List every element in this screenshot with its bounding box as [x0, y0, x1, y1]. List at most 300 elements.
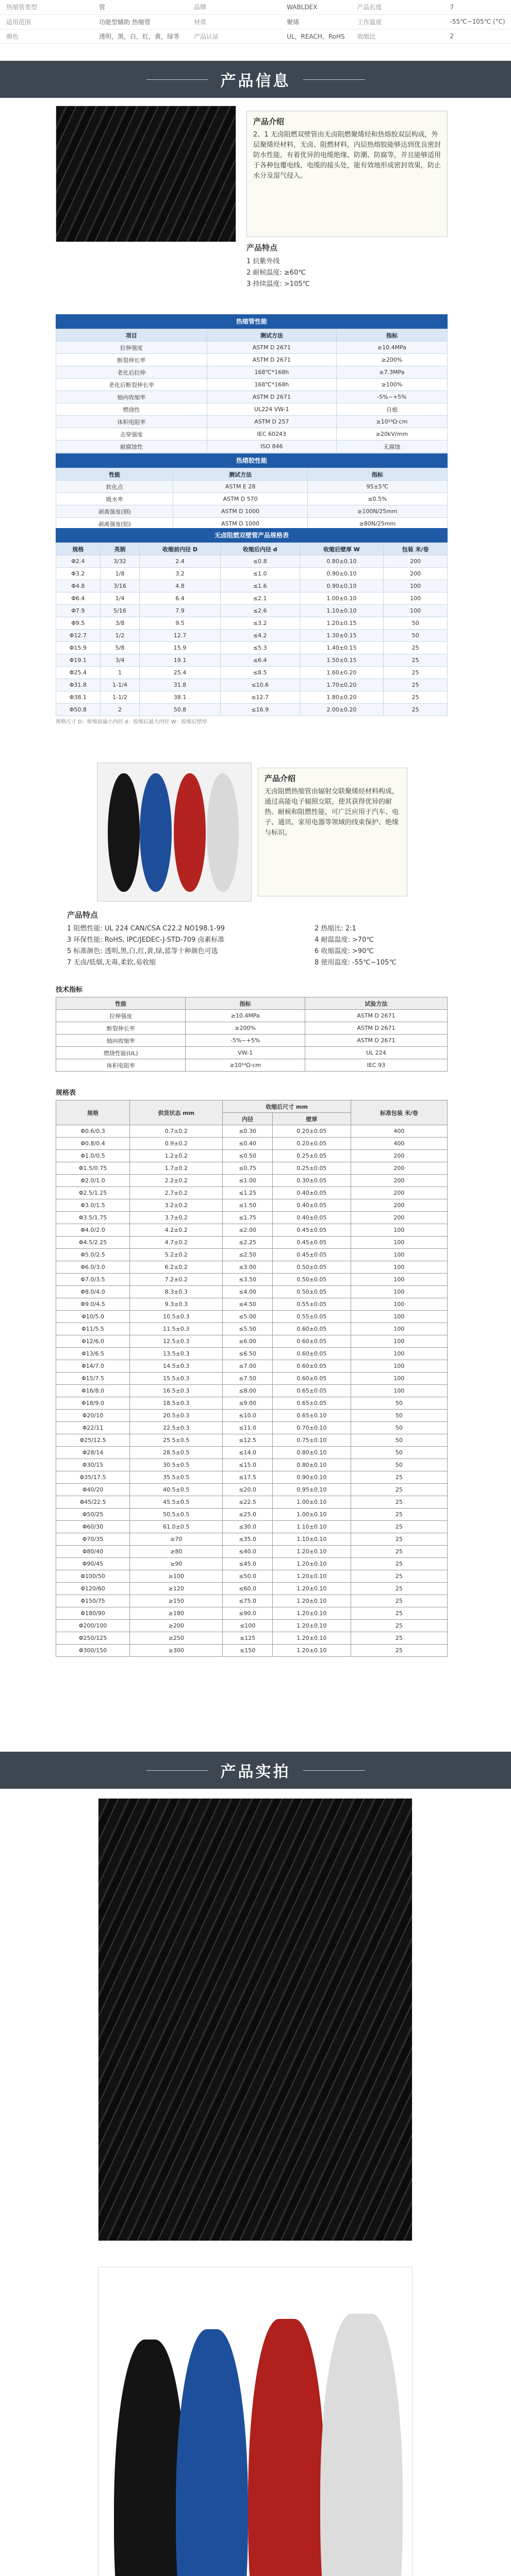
column-subheader: 壁厚: [272, 1113, 351, 1125]
table-cell: 200: [351, 1199, 447, 1212]
table-row: [56, 1422, 448, 1434]
table-cell: 100: [384, 592, 448, 605]
table-cell: ASTM D 1000: [173, 518, 308, 530]
table-grid: [56, 468, 448, 530]
table-cell: ≤11.0: [223, 1422, 273, 1434]
table-cell: Φ100/50: [56, 1570, 130, 1583]
table-cell: Φ250/125: [56, 1632, 130, 1645]
table-cell: 31.8: [140, 679, 220, 691]
table-row: [56, 391, 448, 403]
table-cell: ≤50.0: [223, 1570, 273, 1583]
section-divider: [146, 79, 208, 80]
table-row: [56, 580, 448, 592]
table-cell: ≤5.3: [220, 642, 300, 654]
table-cell: Φ60/30: [56, 1521, 130, 1533]
table-row: [56, 1558, 448, 1570]
table-cell: 61.0±0.5: [130, 1521, 223, 1533]
column-header: 性能: [56, 468, 173, 481]
table-cell: ≤35.0: [223, 1533, 273, 1546]
feature-item: 3 持续温度: >105℃: [246, 280, 310, 288]
column-header: 项目: [56, 329, 207, 342]
attribute-value: 聚烯: [281, 14, 351, 29]
table-cell: 50: [351, 1447, 447, 1459]
table-cell: 0.25±0.05: [272, 1162, 351, 1175]
table-row: [56, 1298, 448, 1311]
table-row: [56, 1607, 448, 1620]
attribute-value: -55℃~105℃ (°C): [444, 14, 511, 29]
table-cell: 0.80±0.10: [300, 555, 384, 568]
table-cell: 1.2±0.2: [130, 1150, 223, 1162]
table-cell: ≤12.5: [223, 1434, 273, 1447]
table-row: [56, 1199, 448, 1212]
table-cell: 25: [351, 1583, 447, 1595]
table-cell: Φ90/45: [56, 1558, 130, 1570]
table-cell: ≤20.0: [223, 1484, 273, 1496]
size-spec-table: [56, 1087, 448, 1657]
table-row: [56, 1022, 448, 1035]
table-cell: 100: [351, 1274, 447, 1286]
table-cell: 45.5±0.5: [130, 1496, 223, 1509]
table-header-row: [56, 997, 448, 1010]
table-cell: 25: [384, 667, 448, 679]
table-caption: 热缩管性能: [56, 314, 448, 329]
table-cell: 拉伸强度: [56, 1010, 186, 1022]
table-cell: ≤3.50: [223, 1274, 273, 1286]
section-title: 产品实拍: [220, 1763, 291, 1781]
column-header: 包装 米/卷: [384, 543, 448, 555]
table-cell: 100: [351, 1249, 447, 1261]
table-cell: 1.20±0.15: [300, 617, 384, 630]
section-header-product-info: [0, 61, 511, 98]
table-cell: 1/8: [100, 568, 140, 580]
table-cell: Φ11/5.5: [56, 1323, 130, 1335]
table-cell: Φ4.5/2.25: [56, 1236, 130, 1249]
clear-roll: [207, 773, 239, 892]
table-cell: 25: [351, 1607, 447, 1620]
table-cell: ≥100: [130, 1570, 223, 1583]
table-cell: Φ3.5/1.75: [56, 1212, 130, 1224]
table-row: [56, 1150, 448, 1162]
table-cell: 2.00±0.20: [300, 704, 384, 716]
red-roll: [248, 2319, 325, 2576]
table-row: [56, 342, 448, 354]
table-cell: 100: [384, 605, 448, 617]
table-row: [56, 1645, 448, 1657]
attribute-row: [0, 14, 511, 29]
table-cell: 0.60±0.05: [272, 1348, 351, 1360]
table-cell: 6.2±0.2: [130, 1261, 223, 1274]
table-cell: 100: [351, 1348, 447, 1360]
real-photo-black-tubes: [98, 1798, 413, 2241]
table-cell: 200: [351, 1175, 447, 1187]
feature-item: 6 收缩温度: >90℃: [315, 947, 374, 955]
feature-item: 8 使用温度: -55℃~105℃: [315, 959, 397, 967]
table-cell: ≤1.00: [223, 1175, 273, 1187]
table-cell: 100: [351, 1286, 447, 1298]
table-grid: [56, 1100, 448, 1657]
table-cell: ≤60.0: [223, 1583, 273, 1595]
table-cell: 3.7±0.2: [130, 1212, 223, 1224]
table-header-row: [56, 1100, 448, 1113]
table-cell: Φ10/5.0: [56, 1311, 130, 1323]
table-row: [56, 1125, 448, 1138]
table-cell: 1.00±0.10: [300, 592, 384, 605]
table-cell: 15.5±0.3: [130, 1372, 223, 1385]
feature-item: 4 耐温温度: >70℃: [315, 936, 374, 944]
table-cell: ≤14.0: [223, 1447, 273, 1459]
table-cell: ≥180: [130, 1607, 223, 1620]
table-header-row: [56, 543, 448, 555]
table-cell: Φ28/14: [56, 1447, 130, 1459]
table-cell: Φ12/6.0: [56, 1335, 130, 1348]
table-cell: 50.8: [140, 704, 220, 716]
table-cell: 体积电阻率: [56, 1059, 186, 1072]
table-cell: ASTM D 1000: [173, 505, 308, 518]
table-cell: 18.5±0.3: [130, 1397, 223, 1410]
table-header-row: [56, 468, 448, 481]
table-cell: ≤1.25: [223, 1187, 273, 1199]
table-row: [56, 555, 448, 568]
table-cell: 0.50±0.05: [272, 1274, 351, 1286]
table-cell: Φ7.9: [56, 605, 101, 617]
table-row: [56, 403, 448, 416]
table-cell: 200: [351, 1187, 447, 1199]
table-cell: ≤3.2: [220, 617, 300, 630]
table-cell: ≤25.0: [223, 1509, 273, 1521]
table-cell: ≥10¹⁴Ω·cm: [186, 1059, 305, 1072]
column-header: 标准包装 米/卷: [351, 1100, 447, 1125]
table-cell: 25: [351, 1496, 447, 1509]
table-row: [56, 505, 448, 518]
feature-block: [246, 242, 448, 290]
table-cell: ≥10.4MPa: [336, 342, 447, 354]
table-cell: 50: [351, 1410, 447, 1422]
table-cell: Φ70/35: [56, 1533, 130, 1546]
attribute-value: 管: [93, 0, 188, 14]
table-cell: ≥120: [130, 1583, 223, 1595]
attribute-value: 2: [444, 29, 511, 43]
table-cell: 50: [351, 1434, 447, 1447]
table-cell: 1.20±0.10: [272, 1620, 351, 1632]
table-cell: ≥7.3MPa: [336, 366, 447, 379]
table-cell: ≥70: [130, 1533, 223, 1546]
table-cell: 50: [351, 1397, 447, 1410]
intro-heading: 产品介绍: [265, 774, 296, 783]
table-cell: 剥离强度(钢): [56, 505, 173, 518]
table-cell: ≤10.6: [220, 679, 300, 691]
table-cell: 1.20±0.10: [272, 1583, 351, 1595]
attribute-key: 品牌: [188, 0, 281, 14]
table-cell: Φ50.8: [56, 704, 101, 716]
table-row: [56, 379, 448, 391]
table-cell: 2.7±0.2: [130, 1187, 223, 1199]
tech-spec-table: [56, 984, 448, 1072]
table-cell: ≤4.00: [223, 1286, 273, 1298]
table-cell: 0.65±0.05: [272, 1397, 351, 1410]
red-roll: [174, 773, 206, 892]
column-header: 规格: [56, 543, 101, 555]
column-header: 收缩后壁厚 W: [300, 543, 384, 555]
product-photo-black-tubes: [56, 106, 236, 242]
table-cell: ASTM D 257: [207, 416, 336, 428]
table-cell: 25: [351, 1533, 447, 1546]
column-header: 收缩后内径 d: [220, 543, 300, 555]
table-cell: 12.7: [140, 630, 220, 642]
intro-box: [258, 768, 407, 896]
column-header: 规格: [56, 1100, 130, 1125]
table-cell: Φ15/7.5: [56, 1372, 130, 1385]
table-cell: 95±5℃: [307, 481, 447, 493]
table-cell: Φ14/7.0: [56, 1360, 130, 1372]
table-cell: Φ80/40: [56, 1546, 130, 1558]
blue-roll: [140, 773, 172, 892]
table-row: [56, 605, 448, 617]
table-cell: ≥100%: [336, 379, 447, 391]
intro-heading: 产品介绍: [253, 117, 285, 126]
table-cell: ≥200%: [186, 1022, 305, 1035]
table-row: [56, 1471, 448, 1484]
table-cell: 400: [351, 1125, 447, 1138]
table-cell: 1.20±0.10: [272, 1632, 351, 1645]
table-cell: ≥80: [130, 1546, 223, 1558]
table-row: [56, 493, 448, 505]
table-row: [56, 1175, 448, 1187]
table-cell: Φ1.5/0.75: [56, 1162, 130, 1175]
table-cell: Φ1.0/0.5: [56, 1150, 130, 1162]
table-cell: 1: [100, 667, 140, 679]
table-cell: 0.45±0.05: [272, 1224, 351, 1236]
table-cell: Φ0.8/0.4: [56, 1138, 130, 1150]
table-cell: ≥250: [130, 1632, 223, 1645]
table-cell: 剥离强度(铝): [56, 518, 173, 530]
attribute-value: 7: [444, 0, 511, 14]
table-row: [56, 1459, 448, 1471]
table-cell: 1-1/4: [100, 679, 140, 691]
column-header: 性能: [56, 997, 186, 1010]
table-cell: 0.65±0.10: [272, 1410, 351, 1422]
table-cell: ≤12.7: [220, 691, 300, 704]
table-row: [56, 1323, 448, 1335]
table-caption: 热熔胶性能: [56, 453, 448, 468]
column-header: 指标: [307, 468, 447, 481]
table-cell: Φ18/9.0: [56, 1397, 130, 1410]
attribute-table: [0, 0, 511, 58]
table-row: [56, 428, 448, 440]
table-row: [56, 1261, 448, 1274]
table-cell: 40.5±0.5: [130, 1484, 223, 1496]
table-cell: 25: [351, 1509, 447, 1521]
feature-item: 3 环保性能: RoHS, IPC/JEDEC-J-STD-709 卤素标准: [67, 936, 225, 944]
table-cell: 拉伸强度: [56, 342, 207, 354]
table-cell: IEC 60243: [207, 428, 336, 440]
table-cell: 50: [384, 630, 448, 642]
table-cell: ≥10.4MPa: [186, 1010, 305, 1022]
table-cell: ≤2.6: [220, 605, 300, 617]
table-cell: ≤6.00: [223, 1335, 273, 1348]
feature-heading: 产品特点: [67, 910, 98, 920]
table-cell: ≤30.0: [223, 1521, 273, 1533]
table-cell: 0.20±0.05: [272, 1125, 351, 1138]
table-cell: 0.80±0.10: [272, 1447, 351, 1459]
table-cell: 0.90±0.10: [300, 580, 384, 592]
black-roll: [108, 773, 140, 892]
table-cell: ASTM D 2671: [207, 391, 336, 403]
table-cell: Φ6.4: [56, 592, 101, 605]
clear-roll: [320, 2314, 403, 2576]
table-cell: 25: [351, 1546, 447, 1558]
table-cell: 燃烧性: [56, 403, 207, 416]
table-row: [56, 1047, 448, 1059]
table-row: [56, 1496, 448, 1509]
feature-block-2: [67, 909, 443, 969]
table-cell: Φ35/17.5: [56, 1471, 130, 1484]
table-row: [56, 667, 448, 679]
table-cell: ≤1.0: [220, 568, 300, 580]
table-cell: Φ45/22.5: [56, 1496, 130, 1509]
table-cell: 1.80±0.20: [300, 691, 384, 704]
table-cell: ≤0.8: [220, 555, 300, 568]
section-divider: [303, 1770, 365, 1771]
product-photo-color-rolls: [97, 762, 252, 902]
table-cell: 4.7±0.2: [130, 1236, 223, 1249]
table-row: [56, 366, 448, 379]
table-cell: ≥200%: [336, 354, 447, 366]
table-cell: Φ38.1: [56, 691, 101, 704]
feature-list-left: [67, 923, 315, 969]
table-cell: ≤10.0: [223, 1410, 273, 1422]
feature-item: 7 无卤/低烟,无毒,柔软,易收缩: [67, 959, 156, 967]
table-cell: 1.7±0.2: [130, 1162, 223, 1175]
table-row: [56, 1162, 448, 1175]
table-cell: 0.40±0.05: [272, 1199, 351, 1212]
table-cell: Φ2.0/1.0: [56, 1175, 130, 1187]
table-cell: ASTM D 2671: [305, 1035, 447, 1047]
table-header-row: [56, 329, 448, 342]
table-cell: Φ31.8: [56, 679, 101, 691]
table-cell: ≤22.5: [223, 1496, 273, 1509]
table-row: [56, 1236, 448, 1249]
table-cell: 100: [351, 1261, 447, 1274]
table-cell: 35.5±0.5: [130, 1471, 223, 1484]
table-cell: ≤2.1: [220, 592, 300, 605]
table-cell: ≤0.40: [223, 1138, 273, 1150]
table-cell: 50: [351, 1459, 447, 1471]
table-cell: ≥80N/25mm: [307, 518, 447, 530]
table-row: [56, 1546, 448, 1558]
table-row: [56, 1360, 448, 1372]
table-cell: Φ15.9: [56, 642, 101, 654]
table-cell: 4.2±0.2: [130, 1224, 223, 1236]
table-row: [56, 1187, 448, 1199]
table-title: 技术指标: [56, 986, 83, 994]
table-cell: 38.1: [140, 691, 220, 704]
table-grid: [56, 329, 448, 453]
table-cell: ASTM D 2671: [207, 354, 336, 366]
table-cell: 50.5±0.5: [130, 1509, 223, 1521]
table-cell: 15.9: [140, 642, 220, 654]
attribute-key: 产品长度: [351, 0, 444, 14]
table-cell: 25: [384, 642, 448, 654]
table-cell: 0.40±0.05: [272, 1187, 351, 1199]
column-header: 试验方法: [305, 997, 447, 1010]
feature-item: 5 标准颜色: 透明,黑,白,红,黄,绿,蓝等十种颜色可选: [67, 947, 218, 955]
table-row: [56, 1249, 448, 1261]
table-cell: 25: [351, 1645, 447, 1657]
table-cell: 老化后断裂伸长率: [56, 379, 207, 391]
table-cell: ASTM D 2671: [305, 1010, 447, 1022]
table-cell: 0.90±0.10: [300, 568, 384, 580]
table-cell: ≤5.50: [223, 1323, 273, 1335]
attribute-key: 热缩管类型: [0, 0, 93, 14]
table-cell: 0.55±0.05: [272, 1298, 351, 1311]
table-row: [56, 1447, 448, 1459]
table-cell: 8.3±0.3: [130, 1286, 223, 1298]
table-cell: ≤45.0: [223, 1558, 273, 1570]
table-cell: 100: [351, 1335, 447, 1348]
table-cell: 25: [351, 1570, 447, 1583]
column-header: 指标: [186, 997, 305, 1010]
table-cell: 1.20±0.10: [272, 1595, 351, 1607]
table-cell: Φ7.0/3.5: [56, 1274, 130, 1286]
attribute-value: 透明，黑，白，红，黄，绿等: [93, 29, 188, 43]
section-divider: [146, 1770, 208, 1771]
column-subheader: 内径: [223, 1113, 273, 1125]
table-cell: 1.20±0.10: [272, 1546, 351, 1558]
table-cell: 168℃*168h: [207, 366, 336, 379]
table-row: [56, 1010, 448, 1022]
table-cell: Φ0.6/0.3: [56, 1125, 130, 1138]
table-cell: ≤6.4: [220, 654, 300, 667]
table-grid: [56, 543, 448, 716]
table-cell: ≤90.0: [223, 1607, 273, 1620]
table-row: [56, 1138, 448, 1150]
column-header: 收缩后尺寸 mm: [223, 1100, 351, 1113]
table-cell: ≤2.25: [223, 1236, 273, 1249]
table-row: [56, 1274, 448, 1286]
table-cell: 25: [384, 704, 448, 716]
table-cell: 0.40±0.05: [272, 1212, 351, 1224]
table-cell: ≤7.00: [223, 1360, 273, 1372]
table-row: [56, 354, 448, 366]
table-row: [56, 1595, 448, 1607]
table-cell: 断裂伸长率: [56, 354, 207, 366]
table-cell: 1.40±0.15: [300, 642, 384, 654]
table-cell: 0.65±0.05: [272, 1385, 351, 1397]
table-cell: 2: [100, 704, 140, 716]
table-cell: 16.5±0.3: [130, 1385, 223, 1397]
table-cell: 30.5±0.5: [130, 1459, 223, 1471]
table-cell: 无腐蚀: [336, 440, 447, 453]
table-cell: ASTM E 28: [173, 481, 308, 493]
feature-list: [246, 256, 448, 290]
table-cell: 100: [351, 1360, 447, 1372]
blue-roll: [176, 2329, 248, 2576]
table-cell: ≤1.50: [223, 1199, 273, 1212]
intro-body: 2、1 无卤阻燃双壁管由无卤阻燃聚烯烃和热熔胶双层构成，外层聚烯烃材料，无卤、阻燃材料，内层热熔胶能够达到优良密封防水性能，有着优异的电缆绝缘、防潮、防腐等，并且能够适用于各种包覆电线、电缆的接头处，能有效地形成密封效果，防止水分及湿气侵入。: [253, 131, 441, 180]
table-cell: 100: [351, 1236, 447, 1249]
table-cell: 100: [351, 1385, 447, 1397]
table-cell: 50: [351, 1422, 447, 1434]
table-cell: ≤8.00: [223, 1385, 273, 1397]
table-row: [56, 1059, 448, 1072]
table-cell: 0.60±0.05: [272, 1372, 351, 1385]
table-cell: 4.8: [140, 580, 220, 592]
table-row: [56, 481, 448, 493]
table-cell: 1.20±0.10: [272, 1645, 351, 1657]
table-cell: Φ3.2: [56, 568, 101, 580]
attribute-key: 工作温度: [351, 14, 444, 29]
table-cell: Φ2.5/1.25: [56, 1187, 130, 1199]
